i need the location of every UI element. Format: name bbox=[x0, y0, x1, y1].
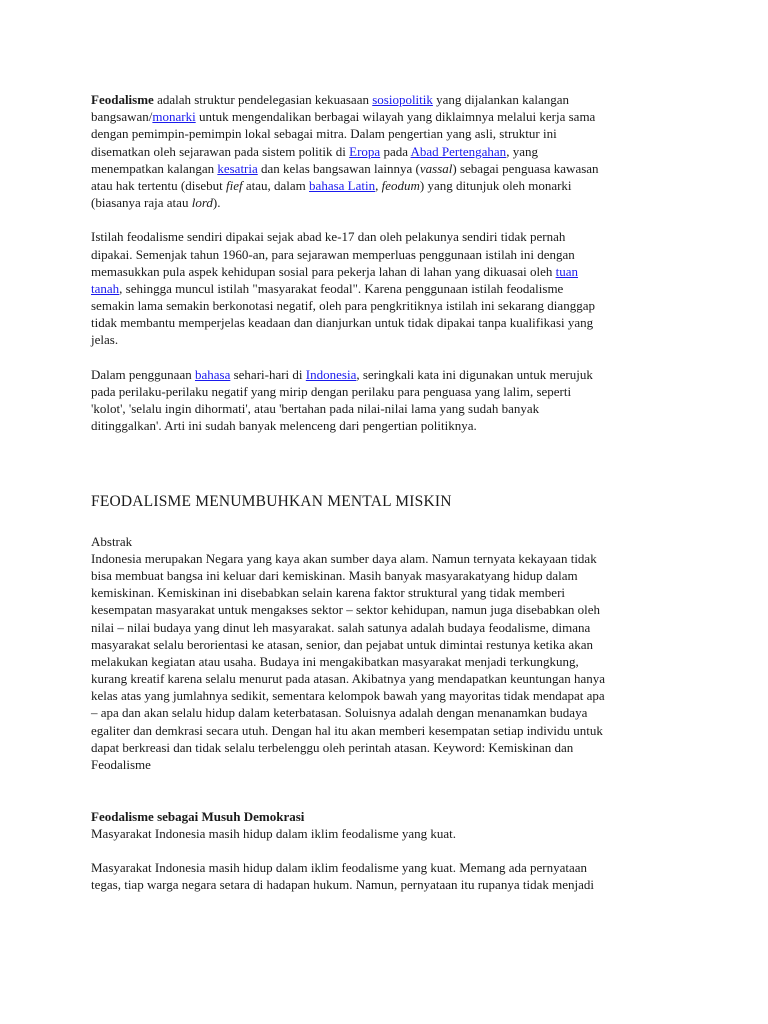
text-line: Feodalisme bbox=[91, 757, 151, 773]
text-line: kurang kreatif karena selalu menurut pada atasan. Akibatnya yang mendapatkan keuntungan hanya bbox=[91, 671, 606, 687]
text-line: Dalam penggunaan bahasa sehari-hari di Indonesia, seringkali kata ini digunakan untuk merujuk bbox=[91, 366, 593, 382]
subsection-heading: Feodalisme sebagai Musuh Demokrasi bbox=[91, 808, 305, 824]
text-line: egaliter dan demkrasi secara utuh. Dengan hal itu akan memberi kesempatan setiap individu untuk bbox=[91, 722, 603, 738]
link-bahasa[interactable]: bahasa bbox=[194, 366, 231, 382]
text-line: kemiskinan. Kemiskinan ini disebabkan selain karena faktor struktural yang tidak memberi bbox=[91, 585, 566, 601]
text-line: disematkan oleh sejarawan pada sistem politik di Eropa pada Abad Pertengahan, yang bbox=[91, 143, 538, 159]
text-line: (biasanya raja atau lord). bbox=[91, 195, 221, 211]
paragraph-history bbox=[91, 228, 708, 348]
link-abad-pertengahan[interactable]: Abad Pertengahan bbox=[410, 143, 507, 159]
text-line: ditinggalkan'. Arti ini sudah banyak melenceng dari pengertian politiknya. bbox=[91, 418, 477, 434]
text-line: dengan pemimpin-pemimpin lokal sebagai mitra. Dalam pengertian yang asli, struktur ini bbox=[91, 126, 557, 142]
text-line: Feodalisme adalah struktur pendelegasian kekuasaan sosiopolitik yang dijalankan kalangan bbox=[91, 92, 569, 107]
text-line: Masyarakat Indonesia masih hidup dalam iklim feodalisme yang kuat. bbox=[91, 825, 456, 841]
text-line: – apa dan akan selalu hidup dalam keterbatasan. Soluisnya adalah dengan menanamkan budaya bbox=[91, 705, 588, 721]
text-line: dapat berkreasi dan tidak selalu terbelenggu oleh perintah atasan. Keyword: Kemiskinan dan bbox=[91, 739, 574, 755]
text-line: bisa membuat bangsa ini keluar dari kemiskinan. Masih banyak masyarakatyang hidup dalam bbox=[91, 567, 578, 583]
link-sosiopolitik[interactable]: sosiopolitik bbox=[372, 92, 433, 107]
text-line: melakukan kegiatan atau usaha. Budaya ini mengakibatkan masyarakat menjadi terkungkung, bbox=[91, 653, 579, 669]
text-line: kesempatan masyarakat untuk mengakses sektor – sektor kehidupan, namun juga disebabkan oleh bbox=[91, 602, 601, 618]
link-tuan-tanah-cont[interactable]: tanah bbox=[91, 280, 120, 296]
text-line: masyarakat selalu berorientasi ke atasan, senior, dan pejabat untuk dimintai restunya ketika akan bbox=[91, 636, 593, 652]
text-line: jelas. bbox=[91, 332, 119, 348]
text-line: menempatkan kalangan kesatria dan kelas bangsawan lainnya (vassal) sebagai penguasa kawasan bbox=[91, 160, 599, 176]
link-eropa[interactable]: Eropa bbox=[349, 143, 381, 159]
text-line: nilai – nilai budaya yang dinut leh masyarakat. salah satunya adalah budaya feodalisme, dimana bbox=[91, 619, 591, 635]
link-kesatria[interactable]: kesatria bbox=[217, 160, 258, 176]
text-line: bangsawan/monarki untuk mengendalikan berbagai wilayah yang diklaimnya melalui kerja sama bbox=[91, 109, 596, 125]
paragraph-usage bbox=[91, 366, 708, 435]
text-line: atau hak tertentu (disebut fief atau, dalam bahasa Latin, feodum) yang ditunjuk oleh monarki bbox=[91, 177, 572, 193]
paragraph-definition bbox=[91, 91, 708, 211]
term-feodalisme: Feodalisme bbox=[91, 92, 154, 107]
text-line: Indonesia merupakan Negara yang kaya akan sumber daya alam. Namun ternyata kekayaan tidak bbox=[91, 550, 597, 566]
link-bahasa-latin[interactable]: bahasa Latin bbox=[309, 177, 376, 193]
link-indonesia[interactable]: Indonesia bbox=[305, 366, 357, 382]
text-line: tanah, sehingga muncul istilah "masyarakat feodal". Karena penggunaan istilah feodalisme bbox=[91, 280, 564, 296]
text-line: dipakai. Semenjak tahun 1960-an, para sejarawan memperluas penggunaan istilah ini dengan bbox=[91, 246, 575, 262]
text-line: pada perilaku-perilaku negatif yang mirip dengan perilaku para penguasa yang lalim, seperti bbox=[91, 383, 572, 399]
link-tuan-tanah[interactable]: tuan bbox=[555, 263, 578, 279]
link-monarki[interactable]: monarki bbox=[152, 109, 196, 125]
text-line: kelas atas yang jumlahnya sedikit, sementara kelompok bawah yang mayoritas tidak mendapat apa bbox=[91, 688, 605, 704]
abstract-section bbox=[91, 533, 708, 774]
text-line: Istilah feodalisme sendiri dipakai sejak abad ke-17 dan oleh pelakunya sendiri tidak pernah bbox=[91, 229, 566, 245]
abstract-label: Abstrak bbox=[91, 533, 133, 549]
text-line: tegas, tiap warga negara setara di hadapan hukum. Namun, pernyataan itu rupanya tidak menjadi bbox=[91, 877, 594, 893]
text-line: tidak membantu memperjelas keadaan dan dianjurkan untuk tidak dipakai tanpa kualifikasi yang bbox=[91, 315, 594, 331]
text-line: memasukkan pula aspek kehidupan sosial para pekerja lahan di lahan yang dikuasai oleh tuan bbox=[91, 263, 578, 279]
text-line: 'kolot', 'selalu ingin dihormati', atau 'bertahan pada nilai-nilai lama yang sudah banyak bbox=[91, 401, 540, 416]
text-line: Masyarakat Indonesia masih hidup dalam iklim feodalisme yang kuat. Memang ada pernyataan bbox=[91, 860, 588, 876]
text-line: semakin lama semakin berkonotasi negatif, oleh para pengkritiknya istilah ini sekarang dianggap bbox=[91, 298, 595, 314]
section-heading: FEODALISME MENUMBUHKAN MENTAL MISKIN bbox=[91, 493, 452, 511]
